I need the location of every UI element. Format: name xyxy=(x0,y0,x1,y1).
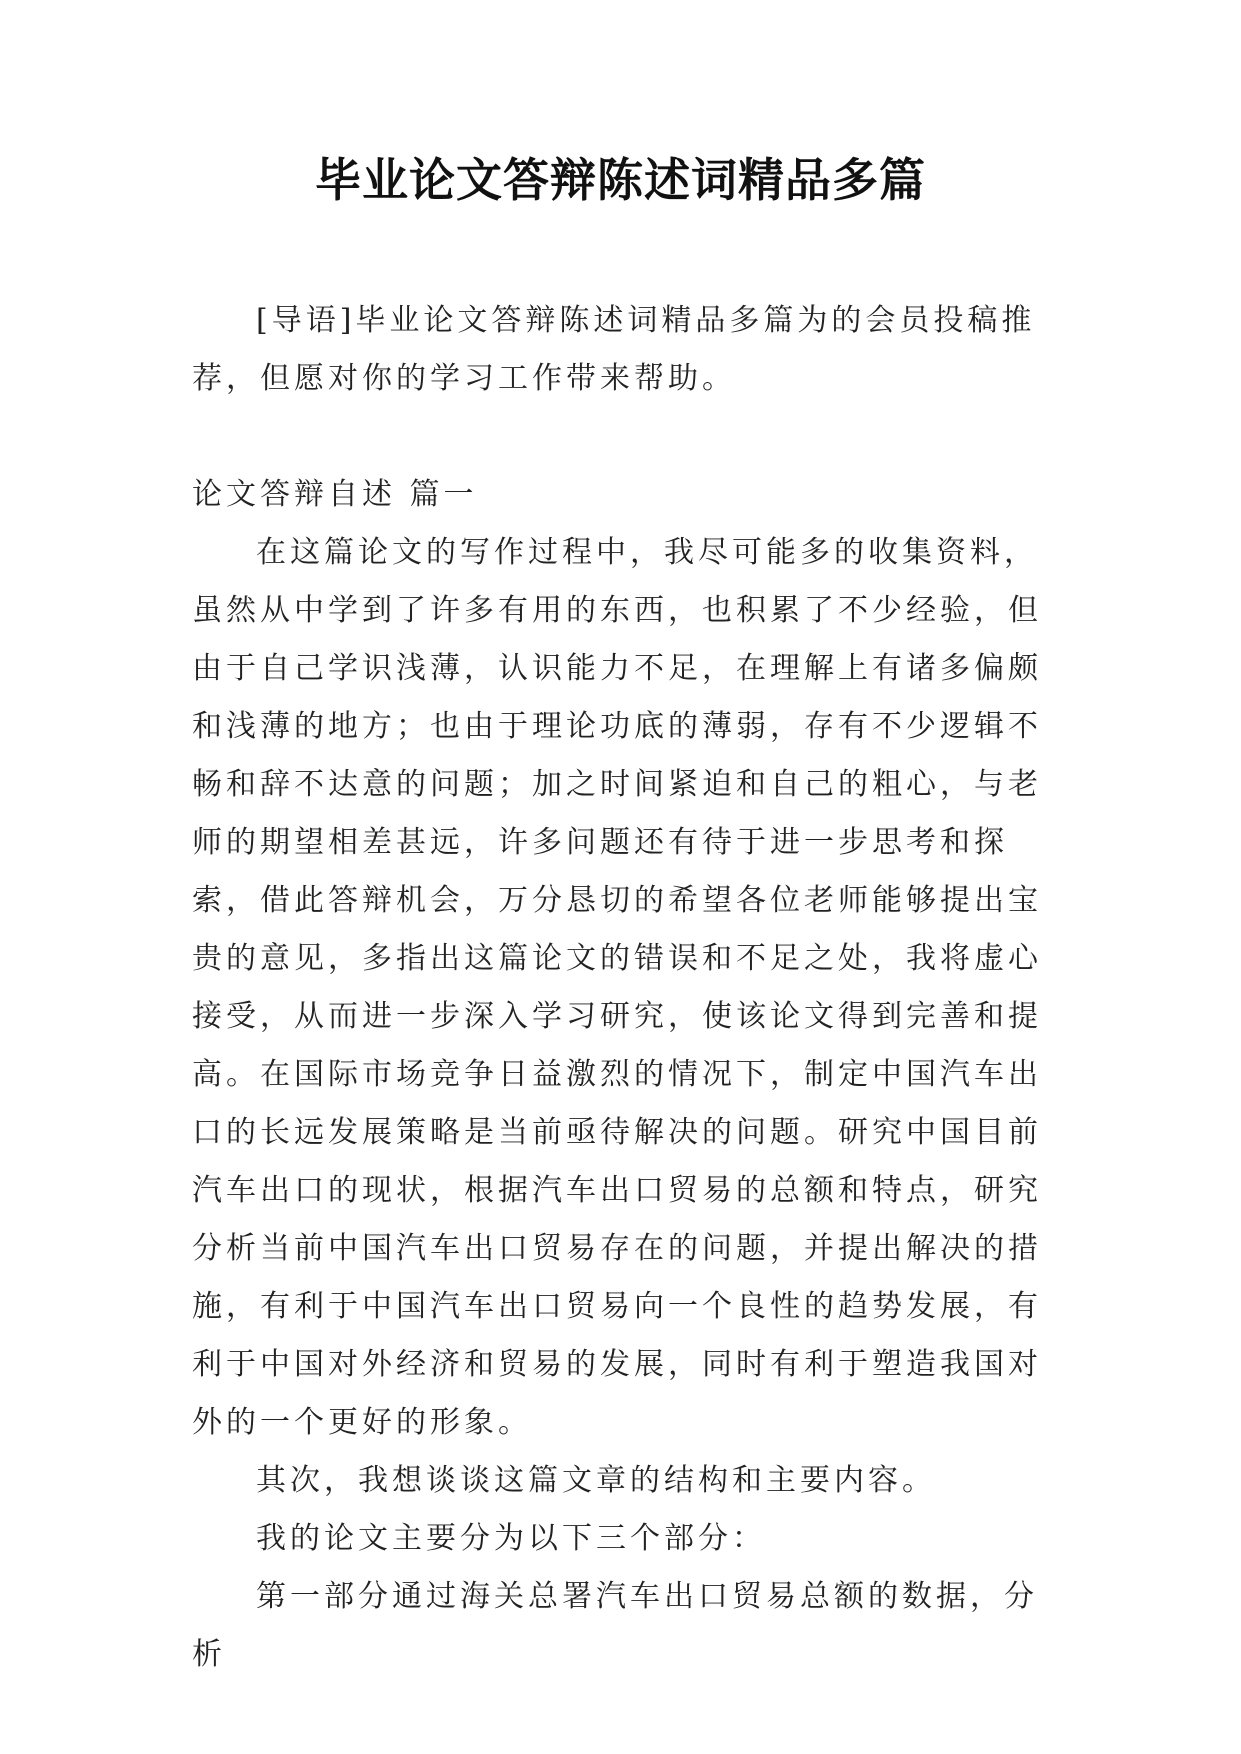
body-paragraph: 其次，我想谈谈这篇文章的结构和主要内容。 xyxy=(256,1463,936,1498)
body-paragraph: 第一部分通过海关总署汽车出口贸易总额的数据，分析 xyxy=(192,1579,1038,1672)
intro-paragraph: [导语]毕业论文答辩陈述词精品多篇为的会员投稿推荐，但愿对你的学习工作带来帮助。 xyxy=(192,303,1036,396)
document-title: 毕业论文答辩陈述词精品多篇 xyxy=(315,153,926,207)
section-heading: 论文答辩自述 篇一 xyxy=(192,477,478,512)
body-paragraph: 我的论文主要分为以下三个部分： xyxy=(256,1521,766,1556)
section-one xyxy=(192,466,1062,1684)
body-paragraph: 在这篇论文的写作过程中，我尽可能多的收集资料，虽然从中学到了许多有用的东西，也积累了不少经验，但由于自己学识浅薄，认识能力不足，在理解上有诸多偏颇和浅薄的地方；也由于理论功底的薄弱，存有不少逻辑不畅和辞不达意的问题；加之时间紧迫和自己的粗心，与老师的期望相差甚远，许多问题还有待于进一步思考和探索，借此答辩机会，万分恳切的希望各位老师能够提出宝贵的意见，多指出这篇论文的错误和不足之处，我将虚心接受，从而进一步深入学习研究，使该论文得到完善和提高。在国际市场竞争日益激烈的情况下，制定中国汽车出口的长远发展策略是当前亟待解决的问题。研究中国目前汽车出口的现状，根据汽车出口贸易的总额和特点，研究分析当前中国汽车出口贸易存在的问题，并提出解决的措施，有利于中国汽车出口贸易向一个良性的趋势发展，有利于中国对外经济和贸易的发展，同时有利于塑造我国对外的一个更好的形象。 xyxy=(192,535,1042,1440)
